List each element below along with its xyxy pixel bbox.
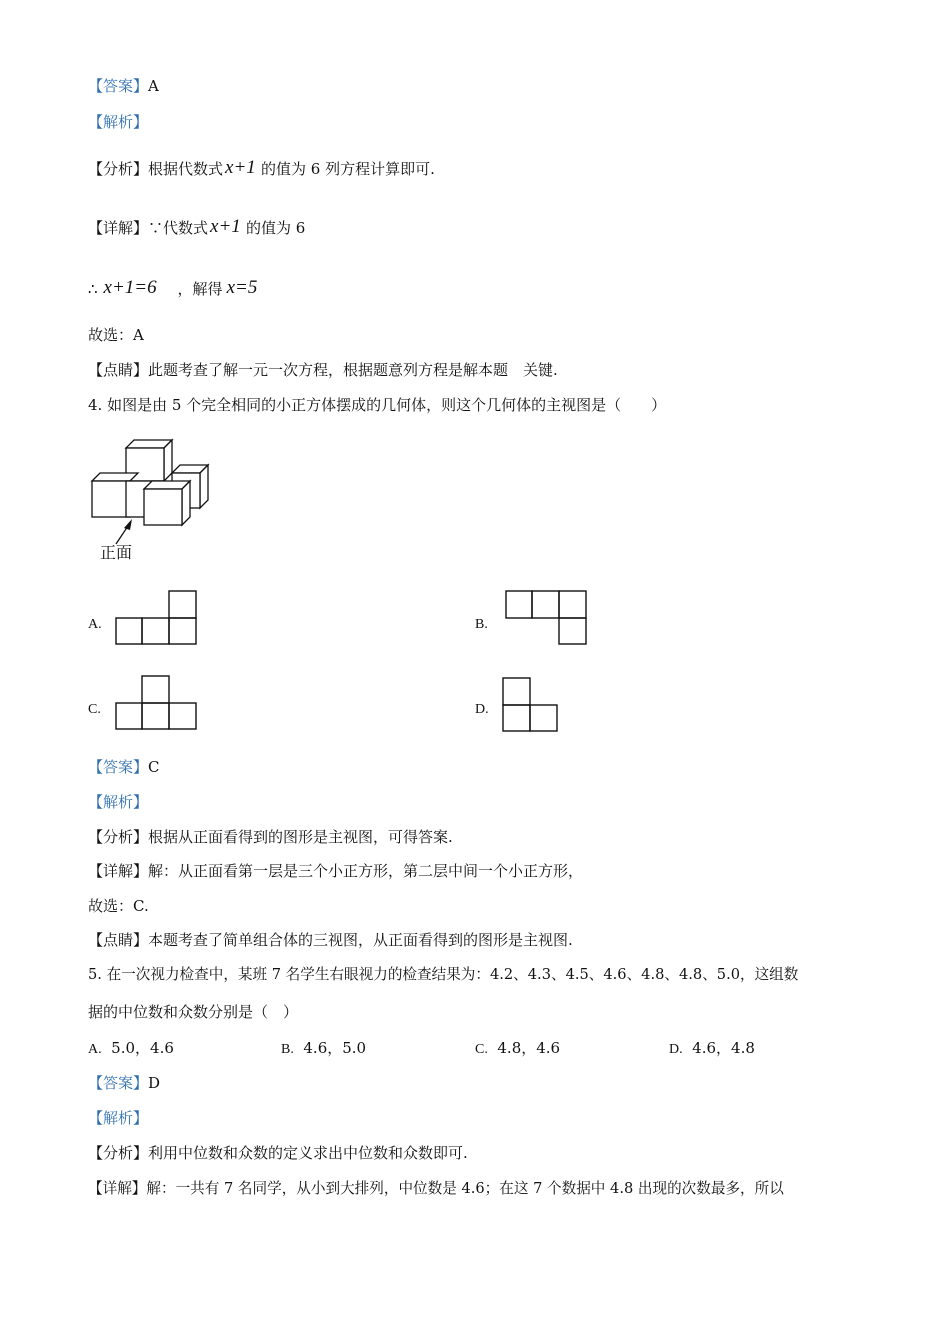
- xiangjie-expr: x+1: [210, 216, 241, 237]
- xiangjie-pre: ∵代数式: [148, 219, 209, 237]
- q5-option-b[interactable]: [281, 1038, 366, 1060]
- answer-value: A: [148, 77, 159, 95]
- q3-fenxi: [88, 159, 435, 179]
- xiangjie-label: 【详解】: [88, 1180, 147, 1197]
- q4-xiangjie: [88, 861, 583, 881]
- q4-option-b-figure: [505, 590, 589, 646]
- q4-answer: [88, 757, 160, 777]
- eq-mid: ，解得: [177, 280, 223, 298]
- dianjing-text: 本题考查了简单组合体的三视图，从正面看得到的图形是主视图.: [148, 931, 573, 949]
- fenxi-text: 根据从正面看得到的图形是主视图，可得答案.: [148, 828, 453, 846]
- q3-answer: [88, 76, 159, 96]
- fenxi-pre: 根据代数式: [148, 160, 224, 178]
- fenxi-expr: x+1: [225, 157, 256, 178]
- q5-option-d[interactable]: [669, 1038, 755, 1060]
- q4-option-a-figure: [115, 590, 199, 646]
- option-letter: B.: [281, 1042, 294, 1057]
- q3-xiangjie: [88, 218, 305, 238]
- fenxi-text: 利用中位数和众数的定义求出中位数和众数即可.: [148, 1144, 468, 1162]
- fenxi-post: 的值为 6 列方程计算即可.: [261, 160, 435, 178]
- fenxi-label: 【分析】: [88, 160, 149, 178]
- answer-label: 【答案】: [88, 1074, 149, 1092]
- q5-xiangjie: [88, 1179, 784, 1199]
- option-letter: C.: [475, 1042, 488, 1057]
- fenxi-label: 【分析】: [88, 1144, 149, 1162]
- q3-analysis-label: 【解析】: [88, 113, 149, 131]
- xiangjie-text: 解：从正面看第一层是三个小正方形，第二层中间一个小正方形，: [148, 862, 584, 880]
- answer-value: D: [148, 1074, 161, 1092]
- q5-option-c[interactable]: [475, 1038, 560, 1060]
- q3-dianjing: [88, 360, 558, 380]
- q3-equation: [88, 279, 263, 299]
- q4-dianjing: [88, 930, 573, 950]
- q4-guxuan: 故选：C.: [88, 897, 149, 915]
- equation-1: x+1=6: [103, 277, 157, 298]
- q4-option-d-figure: [502, 677, 560, 733]
- q4-option-c-figure: [115, 675, 199, 731]
- option-text: 5.0，4.6: [111, 1039, 174, 1057]
- xiangjie-post: 的值为 6: [246, 219, 306, 237]
- xiangjie-text: 解：一共有 7 名同学，从小到大排列，中位数是 4.6；在这 7 个数据中 4.8 出现的次数最多，所以: [146, 1180, 784, 1197]
- xiangjie-label: 【详解】: [88, 862, 149, 880]
- equation-2: x=5: [226, 277, 258, 298]
- option-text: 4.6，4.8: [692, 1039, 755, 1057]
- q5-answer: [88, 1073, 160, 1093]
- q4-option-a-label[interactable]: A.: [88, 617, 102, 632]
- q4-option-c-label[interactable]: C.: [88, 702, 101, 717]
- therefore-symbol: ∴: [88, 280, 98, 298]
- xiangjie-label: 【详解】: [88, 219, 149, 237]
- option-text: 4.6，5.0: [303, 1039, 367, 1057]
- answer-label: 【答案】: [88, 758, 149, 776]
- q5-analysis-label: 【解析】: [88, 1109, 149, 1127]
- q4-analysis-label: 【解析】: [88, 793, 149, 811]
- q5-fenxi: [88, 1143, 468, 1163]
- answer-label: 【答案】: [88, 77, 149, 95]
- q5-stem-line1: 5. 在一次视力检查中，某班 7 名学生右眼视力的检查结果为：4.2、4.3、4.5、4.6、4.8、4.8、5.0，这组数: [88, 966, 799, 983]
- q4-option-b-label[interactable]: B.: [475, 617, 488, 632]
- option-text: 4.8，4.6: [497, 1039, 561, 1057]
- q5-stem-line2: 据的中位数和众数分别是（ ）: [88, 1003, 299, 1021]
- q3-guxuan: 故选：A: [88, 326, 144, 344]
- q4-option-d-label[interactable]: D.: [475, 702, 489, 717]
- option-letter: A.: [88, 1042, 102, 1057]
- answer-value: C: [148, 758, 160, 776]
- dianjing-text: 此题考查了解一元一次方程，根据题意列方程是解本题 关键.: [148, 361, 558, 379]
- q4-fenxi: [88, 827, 453, 847]
- dianjing-label: 【点睛】: [88, 361, 149, 379]
- q4-stem: 4. 如图是由 5 个完全相同的小正方体摆成的几何体，则这个几何体的主视图是（ ）: [88, 396, 667, 414]
- front-label: 正面: [100, 543, 133, 562]
- option-letter: D.: [669, 1042, 683, 1057]
- q5-option-a[interactable]: [88, 1038, 174, 1060]
- fenxi-label: 【分析】: [88, 828, 149, 846]
- dianjing-label: 【点睛】: [88, 931, 149, 949]
